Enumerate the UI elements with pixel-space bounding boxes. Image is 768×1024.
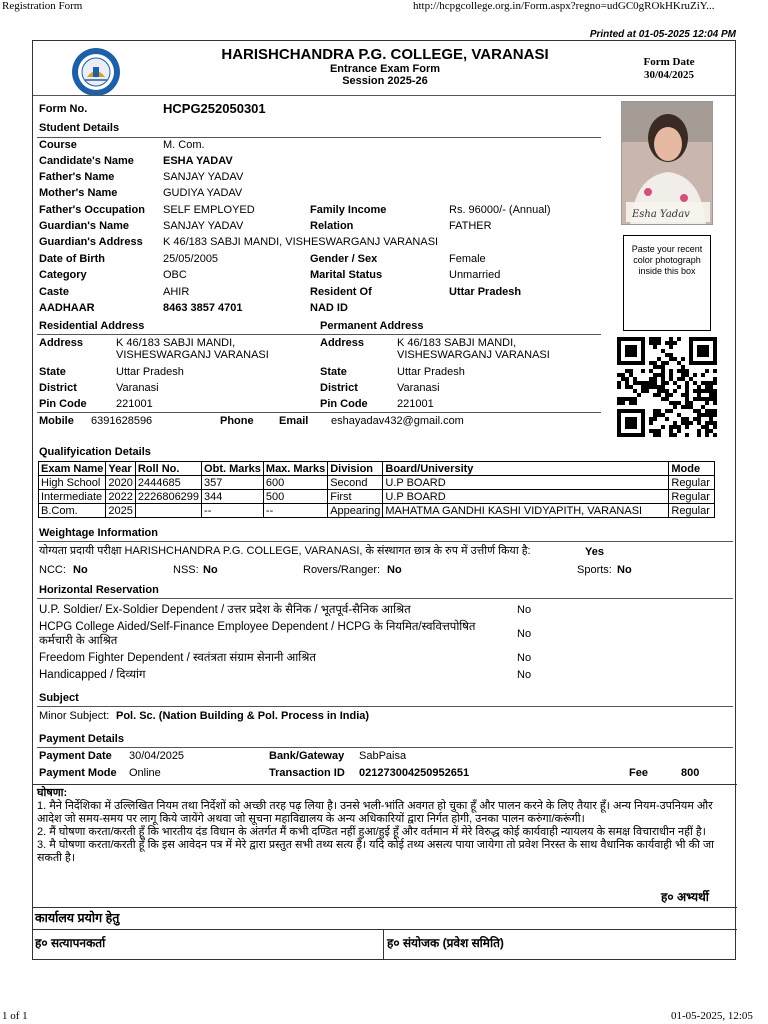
gender-value: Female bbox=[449, 253, 486, 265]
declaration-point-3: 3. मै घोषणा करता/करती हूँ कि इस आवेदन पत्र में मेरे द्वारा प्रस्तुत सभी तथ्य सत्य हैं। यदि कोई तथ्य असत्य पाया जायेगा तो प्रवेश निरस्त के साथ वैधानिक कार्यवाही भी की जा सकती है। bbox=[37, 839, 714, 864]
mobile-value: 6391628596 bbox=[91, 415, 153, 427]
declaration-point-2: 2. मैं घोषणा करता/करती हूँ कि भारतीय दंड विधान के अंतर्गत मैं कभी दण्डित नहीं हुआ/हुई हूँ और वर्तमान में मेरे विरुद्ध कोई कार्यवाही न्यायलय के समक्ष विचाराधीन नहीं है। bbox=[37, 826, 706, 838]
candidate-name-value: ESHA YADAV bbox=[163, 155, 233, 167]
form-title: Entrance Exam Form bbox=[329, 63, 441, 75]
qualification-header-row bbox=[39, 462, 715, 476]
candidate-photo bbox=[621, 101, 713, 225]
table-cell: 2226806299 bbox=[135, 490, 201, 504]
transaction-id-value: 021273004250952651 bbox=[359, 767, 470, 779]
minor-subject-label: Minor Subject: bbox=[39, 710, 110, 722]
reservation-handicapped-label: Handicapped / दिव्यांग bbox=[39, 669, 146, 681]
fee-label: Fee bbox=[629, 767, 648, 779]
reservation-heading: Horizontal Reservation bbox=[39, 584, 159, 596]
print-footer-page: 1 of 1 bbox=[2, 1010, 28, 1022]
resident-label: Resident Of bbox=[310, 286, 372, 298]
table-cell: Second bbox=[328, 476, 383, 490]
payment-date-label: Payment Date bbox=[39, 750, 112, 762]
bank-label: Bank/Gateway bbox=[269, 750, 345, 762]
table-row bbox=[39, 476, 715, 490]
payment-heading: Payment Details bbox=[39, 733, 124, 745]
payment-mode-value: Online bbox=[129, 767, 161, 779]
table-cell: 344 bbox=[202, 490, 264, 504]
res-district-label: District bbox=[39, 382, 77, 394]
table-cell: 2444685 bbox=[135, 476, 201, 490]
guardian-address-value: K 46/183 SABJI MANDI, VISHESWARGANJ VARANASI bbox=[163, 236, 439, 248]
col-max-marks: Max. Marks bbox=[263, 462, 327, 476]
print-footer-datetime: 01-05-2025, 12:05 bbox=[671, 1010, 753, 1022]
table-row bbox=[39, 490, 715, 504]
rovers-value: No bbox=[387, 564, 402, 576]
nss-value: No bbox=[203, 564, 218, 576]
table-cell: B.Com. bbox=[39, 504, 106, 518]
table-cell: 2022 bbox=[106, 490, 135, 504]
perm-state-label: State bbox=[320, 366, 347, 378]
marital-label: Marital Status bbox=[310, 269, 383, 281]
father-name-label: Father's Name bbox=[39, 171, 115, 183]
perm-state-value: Uttar Pradesh bbox=[397, 366, 465, 378]
reservation-employee-label: HCPG College Aided/Self-Finance Employee Dependent / HCPG के नियमित/स्ववित्तपोषित bbox=[39, 621, 476, 633]
reservation-soldier-value: No bbox=[517, 604, 532, 616]
guardian-address-label: Guardian's Address bbox=[39, 236, 143, 248]
mother-name-value: GUDIYA YADAV bbox=[163, 187, 243, 199]
declaration bbox=[37, 787, 733, 865]
table-cell: Intermediate bbox=[39, 490, 106, 504]
res-address-label: Address bbox=[39, 337, 84, 349]
declaration-heading: घोषणा: bbox=[37, 787, 68, 799]
perm-district-label: District bbox=[320, 382, 358, 394]
table-cell: 2020 bbox=[106, 476, 135, 490]
table-cell: High School bbox=[39, 476, 106, 490]
income-label: Family Income bbox=[310, 204, 387, 216]
registration-form bbox=[32, 40, 736, 960]
session: Session 2025-26 bbox=[342, 75, 428, 87]
col-board: Board/University bbox=[383, 462, 669, 476]
col-mode: Mode bbox=[669, 462, 715, 476]
nad-id-label: NAD ID bbox=[310, 302, 348, 314]
col-exam-name: Exam Name bbox=[39, 462, 106, 476]
office-use-heading: कार्यालय प्रयोग हेतु bbox=[35, 911, 120, 925]
payment-date-value: 30/04/2025 bbox=[129, 750, 185, 762]
col-roll-no: Roll No. bbox=[135, 462, 201, 476]
income-value: Rs. 96000/- (Annual) bbox=[449, 204, 551, 216]
reservation-employee-label-2: कर्मचारी के आश्रित bbox=[39, 635, 118, 647]
dob-value: 25/05/2005 bbox=[163, 253, 219, 265]
qr-code-icon bbox=[613, 337, 721, 437]
print-header-title: Registration Form bbox=[2, 0, 83, 12]
category-value: OBC bbox=[163, 269, 187, 281]
course-value: M. Com. bbox=[163, 139, 205, 151]
table-row bbox=[39, 504, 715, 518]
table-cell: Appearing bbox=[328, 504, 383, 518]
form-no-label: Form No. bbox=[39, 103, 88, 115]
rovers-label: Rovers/Ranger: bbox=[303, 564, 381, 576]
table-cell: 500 bbox=[263, 490, 327, 504]
table-cell bbox=[135, 504, 201, 518]
res-address-line2: VISHESWARGANJ VARANASI bbox=[116, 349, 269, 361]
transaction-id-label: Transaction ID bbox=[269, 767, 345, 779]
ncc-label: NCC: bbox=[39, 564, 66, 576]
table-cell: 2025 bbox=[106, 504, 135, 518]
res-district-value: Varanasi bbox=[116, 382, 159, 394]
residential-address-heading: Residential Address bbox=[39, 320, 145, 332]
course-label: Course bbox=[39, 139, 77, 151]
caste-label: Caste bbox=[39, 286, 69, 298]
marital-value: Unmarried bbox=[449, 269, 501, 281]
gender-label: Gender / Sex bbox=[310, 253, 378, 265]
perm-pin-label: Pin Code bbox=[320, 398, 368, 410]
fee-value: 800 bbox=[681, 767, 700, 779]
res-pin-label: Pin Code bbox=[39, 398, 87, 410]
table-cell: U.P BOARD bbox=[383, 490, 669, 504]
ncc-value: No bbox=[73, 564, 88, 576]
candidate-signature-label: ह० अभ्यर्थी bbox=[661, 890, 709, 904]
res-address-line1: K 46/183 SABJI MANDI, bbox=[116, 337, 236, 349]
declaration-point-1: 1. मैने निर्देशिका में उल्लिखित नियम तथा निर्देशों को अच्छी तरह पढ़ लिया है। उनसे भली-भांति अवगत हो चुका हूँ और पालन करने के लिए तैयार हूँ। अन्य नियम-उपनियम और आदेश जो समय-समय पर लागू किये जायेंगे अथवा जो सूचना महाविद्यालय के अन्य अधिकारियों द्वारा निर्गत होगी, उनका पालन करुंगा/करूंगी। bbox=[37, 800, 713, 825]
college-name: HARISHCHANDRA P.G. COLLEGE, VARANASI bbox=[221, 46, 549, 63]
guardian-name-label: Guardian's Name bbox=[39, 220, 130, 232]
convener-signature-label: ह० संयोजक (प्रवेश समिति) bbox=[387, 936, 504, 950]
table-cell: 357 bbox=[202, 476, 264, 490]
res-state-value: Uttar Pradesh bbox=[116, 366, 184, 378]
perm-district-value: Varanasi bbox=[397, 382, 440, 394]
reservation-soldier-label: U.P. Soldier/ Ex-Soldier Dependent / उत्तर प्रदेश के सैनिक / भूतपूर्व-सैनिक आश्रित bbox=[39, 604, 411, 616]
occupation-value: SELF EMPLOYED bbox=[163, 204, 255, 216]
phone-label: Phone bbox=[220, 415, 254, 427]
nss-label: NSS: bbox=[173, 564, 199, 576]
res-pin-value: 221001 bbox=[116, 398, 153, 410]
res-state-label: State bbox=[39, 366, 66, 378]
minor-subject-value: Pol. Sc. (Nation Building & Pol. Process in India) bbox=[116, 710, 370, 722]
table-cell: Regular bbox=[669, 490, 715, 504]
table-cell: 600 bbox=[263, 476, 327, 490]
form-date-label: Form Date bbox=[643, 56, 695, 68]
relation-value: FATHER bbox=[449, 220, 492, 232]
payment-mode-label: Payment Mode bbox=[39, 767, 117, 779]
perm-address-line1: K 46/183 SABJI MANDI, bbox=[397, 337, 517, 349]
permanent-address-heading: Permanent Address bbox=[320, 320, 424, 332]
weightage-statement-value: Yes bbox=[585, 546, 604, 558]
reservation-freedom-value: No bbox=[517, 652, 532, 664]
qualification-heading: Qualifyication Details bbox=[39, 446, 151, 458]
occupation-label: Father's Occupation bbox=[39, 204, 145, 216]
perm-pin-value: 221001 bbox=[397, 398, 434, 410]
table-cell: MAHATMA GANDHI KASHI VIDYAPITH, VARANASI bbox=[383, 504, 669, 518]
sports-value: No bbox=[617, 564, 632, 576]
weightage-statement: योग्यता प्रदायी परीक्षा HARISHCHANDRA P.G. COLLEGE, VARANASI, के संस्थागत छात्र के रुप में उत्तीर्ण किया है: bbox=[39, 545, 531, 557]
col-obt-marks: Obt. Marks bbox=[202, 462, 264, 476]
paste-photo-box: Paste your recent color photograph inside this box bbox=[623, 235, 711, 331]
qualification-table bbox=[38, 461, 715, 518]
perm-address-label: Address bbox=[320, 337, 365, 349]
perm-address-line2: VISHESWARGANJ VARANASI bbox=[397, 349, 550, 361]
category-label: Category bbox=[39, 269, 87, 281]
col-year: Year bbox=[106, 462, 135, 476]
reservation-freedom-label: Freedom Fighter Dependent / स्वतंत्रता संग्राम सेनानी आश्रित bbox=[39, 652, 316, 664]
weightage-heading: Weightage Information bbox=[39, 527, 158, 539]
bank-value: SabPaisa bbox=[359, 750, 407, 762]
table-cell: First bbox=[328, 490, 383, 504]
candidate-name-label: Candidate's Name bbox=[39, 155, 134, 167]
col-division: Division bbox=[328, 462, 383, 476]
table-cell: Regular bbox=[669, 476, 715, 490]
guardian-name-value: SANJAY YADAV bbox=[163, 220, 244, 232]
table-cell: U.P BOARD bbox=[383, 476, 669, 490]
caste-value: AHIR bbox=[163, 286, 190, 298]
table-cell: -- bbox=[202, 504, 264, 518]
photo-signature: Esha Yadav bbox=[632, 209, 690, 220]
email-value: eshayadav432@gmail.com bbox=[331, 415, 464, 427]
candidate-photo-image bbox=[622, 102, 713, 225]
table-cell: -- bbox=[263, 504, 327, 518]
resident-value: Uttar Pradesh bbox=[449, 286, 522, 298]
print-header-url: http://hcpgcollege.org.in/Form.aspx?regno=udGC0gROkHKruZiY... bbox=[413, 0, 715, 12]
table-cell: Regular bbox=[669, 504, 715, 518]
reservation-employee-value: No bbox=[517, 628, 532, 640]
email-label: Email bbox=[279, 415, 309, 427]
sports-label: Sports: bbox=[577, 564, 612, 576]
subject-heading: Subject bbox=[39, 692, 79, 704]
reservation-handicapped-value: No bbox=[517, 669, 532, 681]
mother-name-label: Mother's Name bbox=[39, 187, 118, 199]
aadhaar-value: 8463 3857 4701 bbox=[163, 302, 243, 314]
printed-at: Printed at 01-05-2025 12:04 PM bbox=[589, 29, 736, 40]
student-details-heading: Student Details bbox=[39, 122, 120, 134]
relation-label: Relation bbox=[310, 220, 354, 232]
form-date: 30/04/2025 bbox=[643, 69, 695, 81]
dob-label: Date of Birth bbox=[39, 253, 105, 265]
form-no-value: HCPG252050301 bbox=[163, 101, 266, 116]
verifier-signature-label: ह० सत्यापनकर्ता bbox=[35, 936, 106, 950]
aadhaar-label: AADHAAR bbox=[39, 302, 95, 314]
mobile-label: Mobile bbox=[39, 415, 74, 427]
father-name-value: SANJAY YADAV bbox=[163, 171, 244, 183]
